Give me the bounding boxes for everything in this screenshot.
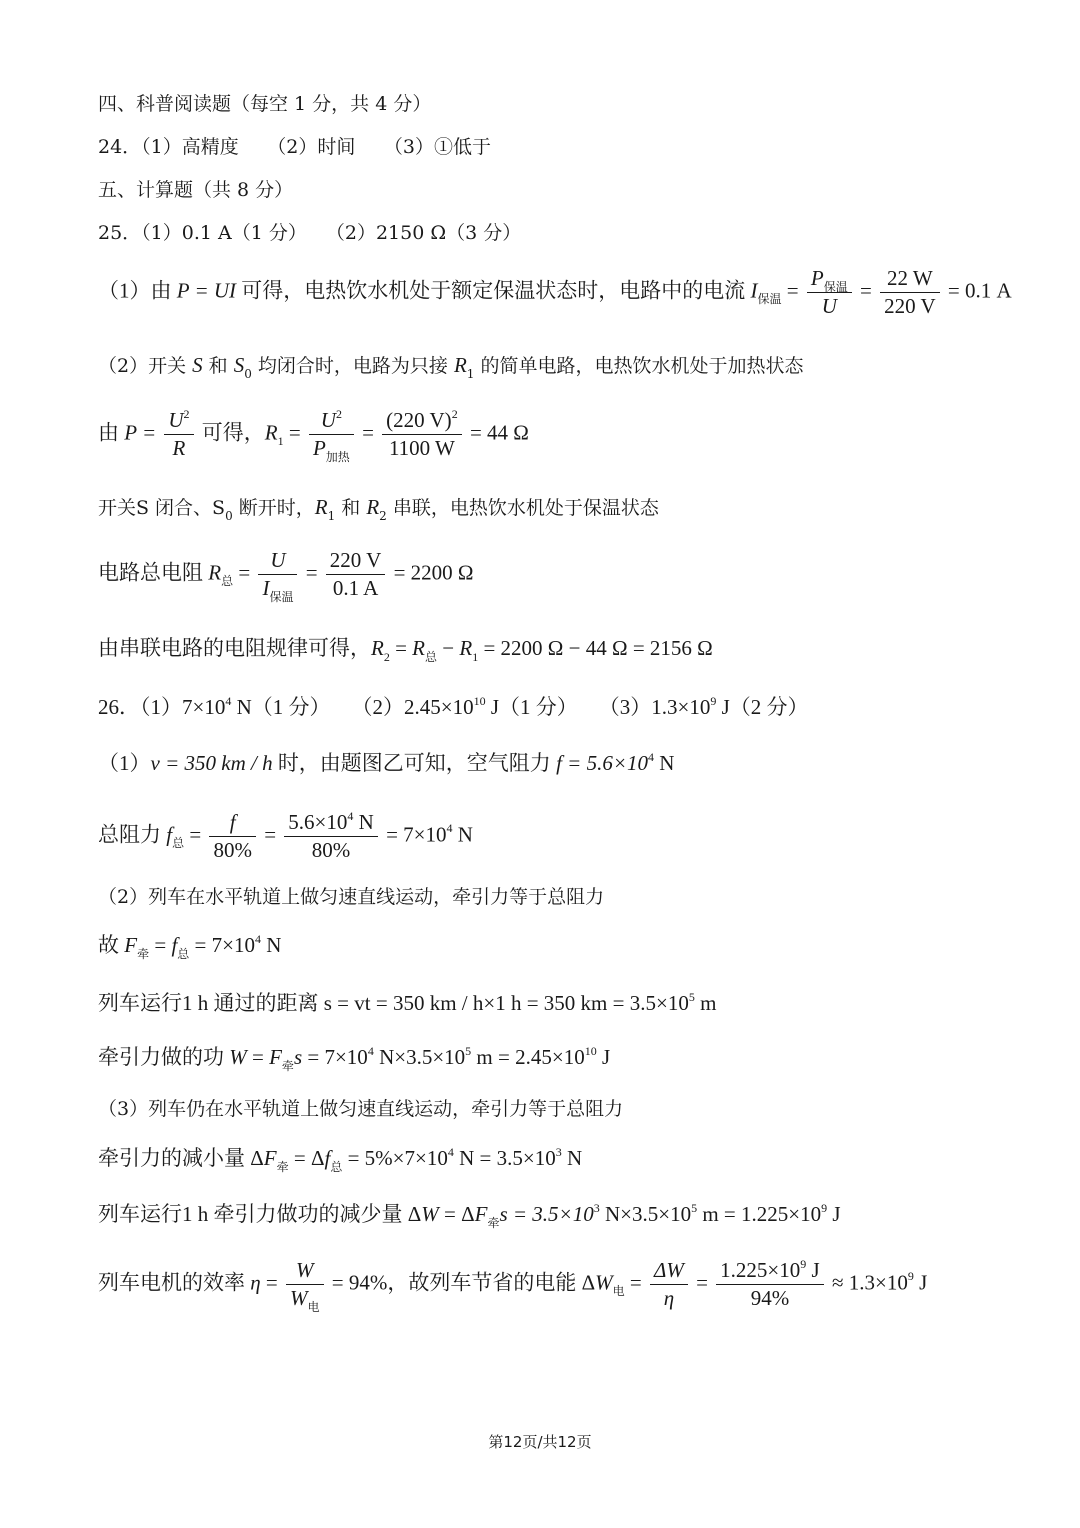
answer-26: 26．$(1)7\times 10^4$ N（1 分） $(2)2.45\times 10^{10}$ J（1 分） $(3)1.3\times 10^9$ J（2 分） <box>98 694 809 719</box>
fraction: $\frac{U^2}{R}$ <box>164 410 193 459</box>
fraction: $\frac{(220 V)^2}{1100 W}$ <box>382 410 462 459</box>
solution-25-1: （1）由 P = UI 可得，电热饮水机处于额定保温状态时，电路中的电流 $I_{保温}$ = $\frac{P_{保温}}{U}$ = $\frac{22 W}{220 V}$ = 0.1 A <box>98 266 1012 318</box>
fraction: $\frac{U^2}{P_{加热}}$ <box>309 410 354 459</box>
fraction: $\frac{W}{W_电}$ <box>286 1260 324 1309</box>
solution-25-r1: 由 P = $\frac{U^2}{R}$ 可得，$R_1$ = $\frac{U^2}{P_{加热}}$ = $\frac{(220 V)^2}{1100 W}$ = 44 Ω <box>98 407 529 464</box>
fraction: $\frac{5.6\times 10^4 N}{80\%}$ <box>284 812 378 861</box>
solution-26-work-reduction: 列车运行1 h 牵引力做功的减少量 $\Delta W = \Delta F_牵s = 3.5\times 10^3$ $N\times 3.5\times 10^5$ $m = 1.225\times 10^9$ J <box>98 1201 841 1230</box>
section-heading-5: 五、计算题（共 8 分） <box>98 179 294 201</box>
answer-25: 25．（1）0.1 A（1 分） （2）2150 Ω（3 分） <box>98 222 522 244</box>
solution-26-2: （2）列车在水平轨道上做匀速直线运动，牵引力等于总阻力 <box>98 886 605 908</box>
fraction: $\frac{f}{80\%}$ <box>209 812 256 861</box>
solution-26-distance: 列车运行1 h 通过的距离 s = vt = 350 km / h×1 h = 350 km = $3.5\times 10^5$ m <box>98 990 717 1015</box>
solution-26-work: 牵引力做的功 $W = F_牵s = 7\times 10^4$ $N\times 3.5\times 10^5$ $m = 2.45\times 10^{10}$ J <box>98 1044 611 1073</box>
solution-25-state: 开关S 闭合、$S_0$ 断开时，$R_1$ 和 $R_2$ 串联，电热饮水机处于保温状态 <box>98 495 659 523</box>
fraction: $\frac{P_{保温}}{U}$ <box>807 268 852 317</box>
answer-24: 24．（1）高精度 （2）时间 （3）①低于 <box>98 136 491 158</box>
section-heading-4: 四、科普阅读题（每空 1 分，共 4 分） <box>98 93 432 115</box>
solution-26-reduction: 牵引力的减小量 $\Delta F_牵 = \Delta f_总 = 5\%\times 7\times 10^4$ $N = 3.5\times 10^3$ N <box>98 1145 583 1174</box>
fraction: $\frac{U}{I_{保温}}$ <box>258 550 297 599</box>
solution-26-energy-saved: 列车电机的效率 η = $\frac{W}{W_电}$ = 94%，故列车节省的电能 $\Delta W_电$ = $\frac{\Delta W}{\eta}$ = $\frac{1.225\times 10^9 J}{94\%}$ ≈ $1.3\times 10^9$ J <box>98 1257 928 1314</box>
solution-26-traction: 故 $F_牵 = f_总 = 7\times 10^4$ N <box>98 932 282 961</box>
solution-26-3: （3）列车仍在水平轨道上做匀速直线运动，牵引力等于总阻力 <box>98 1098 624 1120</box>
fraction: $\frac{220 V}{0.1 A}$ <box>326 550 386 599</box>
solution-26-total-resistance: 总阻力 $f_总$ = $\frac{f}{80\%}$ = $\frac{5.6\times 10^4 N}{80\%}$ = $7\times 10^4$ N <box>98 809 473 862</box>
solution-25-total: 电路总电阻 $R_总$ = $\frac{U}{I_{保温}}$ = $\frac{220 V}{0.1 A}$ = 2200 Ω <box>98 548 474 604</box>
page-number: 第12页/共12页 <box>488 1433 592 1451</box>
solution-26-1: （1）v = 350 km / h 时，由题图乙可知，空气阻力 $f = 5.6\times 10^4$ N <box>98 750 675 775</box>
solution-25-2: （2）开关 S 和 $S_0$ 均闭合时，电路为只接 $R_1$ 的简单电路，电热饮水机处于加热状态 <box>98 353 804 381</box>
solution-25-r2: 由串联电路的电阻规律可得，$R_2 = R_总 - R_1 = 2200$ Ω − 44 Ω = 2156 Ω <box>98 636 713 664</box>
fraction: $\frac{1.225\times 10^9 J}{94\%}$ <box>716 1260 824 1309</box>
fraction: $\frac{22 W}{220 V}$ <box>880 268 940 317</box>
fraction: $\frac{\Delta W}{\eta}$ <box>650 1260 688 1309</box>
